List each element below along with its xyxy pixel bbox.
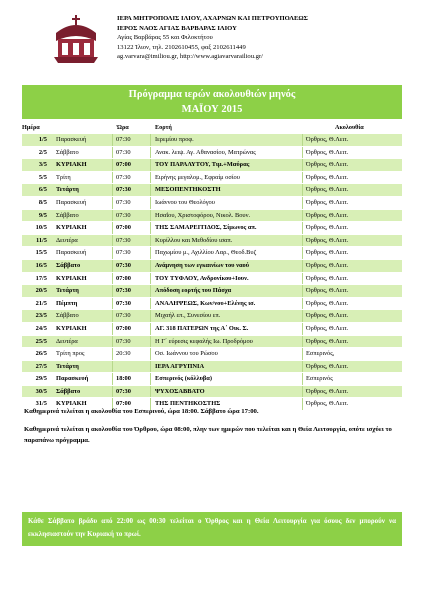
row-service: Όρθρος, Θ.Λειτ.: [306, 287, 349, 295]
row-feast: ΤΗΣ ΣΑΜΑΡΕΙΤΙΔΟΣ, Σίμωνος απ.: [155, 224, 257, 232]
column-divider: [302, 361, 303, 373]
row-date: 16/5: [35, 261, 47, 269]
row-service: Όρθρος, Θ.Λειτ.: [306, 299, 349, 307]
row-feast: ΤΗΣ ΠΕΝΤΗΚΟΣΤΗΣ: [155, 400, 221, 408]
table-row: [22, 159, 402, 172]
row-day: ΚΥΡΙΑΚΗ: [56, 161, 87, 169]
header: [0, 0, 424, 80]
row-feast: Παχωμίου μ., Αχιλλίου Λαρ., Θεοδ.Βυζ: [155, 249, 257, 257]
column-divider: [302, 134, 303, 146]
column-divider: [150, 159, 151, 171]
row-date: 23/5: [35, 312, 47, 320]
row-time: 07:00: [116, 274, 131, 282]
row-date: 21/5: [35, 299, 47, 307]
row-service: Όρθρος, Θ.Λειτ.: [306, 148, 349, 156]
row-time: 07:30: [116, 387, 131, 395]
row-day: ΚΥΡΙΑΚΗ: [56, 274, 87, 282]
row-time: 07:00: [116, 224, 131, 232]
table-row: [22, 386, 402, 399]
row-feast: Ανακ. λειψ. Αγ. Αθανασίου, Ματρώνας: [155, 148, 256, 156]
column-divider: [150, 310, 151, 322]
row-day: Πέμπτη: [56, 299, 78, 307]
row-service: Όρθρος, Θ.Λειτ.: [306, 274, 349, 282]
row-date: 3/5: [38, 161, 47, 169]
column-divider: [302, 386, 303, 398]
column-divider: [150, 361, 151, 373]
column-divider: [112, 285, 113, 297]
column-header-feast: Εορτή: [155, 124, 172, 131]
row-service: Όρθρος, Θ.Λειτ.: [306, 362, 349, 370]
row-service: Όρθρος, Θ.Λειτ.: [306, 249, 349, 257]
row-service: Όρθρος, Θ.Λειτ.: [306, 198, 349, 206]
row-day: Σάββατο: [56, 211, 79, 219]
row-feast: ΑΓ. 318 ΠΑΤΕΡΩΝ της Α΄ Οικ. Σ.: [155, 324, 249, 332]
table-row: [22, 336, 402, 349]
column-divider: [302, 147, 303, 159]
column-header-date: Ημέρα: [22, 124, 40, 131]
row-day: Τετάρτη: [56, 186, 79, 194]
row-time: 07:30: [116, 261, 131, 269]
column-divider: [302, 348, 303, 360]
title-line1: Πρόγραμμα ιερών ακολουθιών μηνός: [128, 89, 296, 100]
row-feast: ΑΝΑΛΗΨΕΩΣ, Κων/νου+Ελένης ισ.: [155, 299, 256, 307]
table-row: [22, 147, 402, 160]
row-time: 07:30: [116, 249, 131, 257]
table-row: [22, 235, 402, 248]
row-day: Τετάρτη: [56, 362, 79, 370]
table-row: [22, 273, 402, 286]
row-service: Όρθρος, Θ.Λειτ.: [306, 337, 349, 345]
column-divider: [150, 247, 151, 259]
row-time: 07:30: [116, 211, 131, 219]
column-divider: [112, 210, 113, 222]
table-row: [22, 197, 402, 210]
row-service: Όρθρος, Θ.Λειτ.: [306, 261, 349, 269]
row-time: 07:30: [116, 337, 131, 345]
row-feast: ΤΟΥ ΤΥΦΛΟΥ, Ανδρονίκου+Ιουν.: [155, 274, 249, 282]
row-day: Τρίτη: [56, 173, 71, 181]
column-divider: [150, 235, 151, 247]
column-divider: [150, 172, 151, 184]
column-divider: [112, 361, 113, 373]
row-service: Όρθρος, Θ.Λειτ.: [306, 186, 349, 194]
column-divider: [112, 222, 113, 234]
column-divider: [302, 184, 303, 196]
table-row: [22, 348, 402, 361]
row-date: 6/5: [38, 186, 47, 194]
column-divider: [112, 134, 113, 146]
schedule-table: [22, 134, 402, 411]
row-time: 07:30: [116, 236, 131, 244]
row-time: 07:00: [116, 161, 131, 169]
column-divider: [302, 298, 303, 310]
table-row: [22, 298, 402, 311]
table-row: [22, 285, 402, 298]
row-time: 07:00: [116, 324, 131, 332]
row-service: Όρθρος, Θ.Λειτ.: [306, 136, 349, 143]
table-row: [22, 210, 402, 223]
row-feast: ΤΟΥ ΠΑΡΑΛΥΤΟΥ, Τιμ.+Μαύρας: [155, 161, 250, 169]
column-divider: [112, 172, 113, 184]
row-day: ΚΥΡΙΑΚΗ: [56, 224, 87, 232]
row-feast: Εσπερινός (κόλλυβα): [155, 375, 212, 383]
column-header-service: Ακολουθία: [335, 124, 364, 131]
row-date: 11/5: [35, 236, 47, 244]
row-day: Σάββατο: [56, 387, 81, 395]
column-divider: [302, 159, 303, 171]
row-feast: Ανάμνηση των εγκαινίων του ναού: [155, 261, 250, 269]
row-day: Σάββατο: [56, 261, 81, 269]
column-divider: [302, 235, 303, 247]
header-text: [117, 14, 417, 62]
column-divider: [150, 373, 151, 385]
table-row: [22, 310, 402, 323]
column-divider: [150, 273, 151, 285]
table-row: [22, 172, 402, 185]
column-divider: [150, 134, 151, 146]
column-divider: [150, 285, 151, 297]
row-date: 20/5: [35, 287, 47, 295]
column-divider: [302, 336, 303, 348]
header-line2: ΙΕΡΟΣ ΝΑΟΣ ΑΓΙΑΣ ΒΑΡΒΑΡΑΣ ΙΛΙΟΥ: [117, 24, 237, 32]
row-time: 18:00: [116, 375, 131, 383]
column-divider: [150, 222, 151, 234]
column-divider: [302, 260, 303, 272]
row-feast: Η Γ΄ εύρεσις κεφαλής Ιω. Προδρόμου: [155, 337, 253, 345]
row-service: Όρθρος, Θ.Λειτ.: [306, 236, 349, 244]
column-divider: [302, 273, 303, 285]
row-time: 07:30: [116, 148, 131, 156]
row-service: Όρθρος, Θ.Λειτ.: [306, 173, 349, 181]
row-date: 1/5: [38, 136, 47, 143]
row-time: 20:30: [116, 350, 131, 358]
row-date: 30/5: [35, 387, 47, 395]
table-row: [22, 260, 402, 273]
note-matins: Καθημερινά τελείται η ακολουθία του Όρθρου, ώρα 08:00, πλην των ημερών που τελείται και η Θεία Λειτουργία, οπότε ισχύει το παραπάνω πρόγραμμα.: [24, 426, 392, 444]
column-divider: [150, 260, 151, 272]
column-divider: [112, 386, 113, 398]
row-date: 26/5: [35, 350, 47, 358]
column-divider: [150, 197, 151, 209]
note-vespers: Καθημερινά τελείται η ακολουθία του Εσπερινού, ώρα 18:00. Σάββατο ώρα 17:00.: [24, 408, 259, 415]
row-day: Δευτέρα: [56, 236, 78, 244]
column-divider: [302, 323, 303, 335]
row-day: Παρασκευή: [56, 375, 89, 383]
table-row: [22, 222, 402, 235]
row-feast: ΙΕΡΑ ΑΓΡΥΠΝΙΑ: [155, 362, 205, 370]
column-divider: [112, 323, 113, 335]
row-date: 8/5: [38, 198, 47, 206]
row-date: 29/5: [35, 375, 47, 383]
row-day: Παρασκευή: [56, 198, 87, 206]
column-divider: [112, 159, 113, 171]
row-feast: Μιχαήλ επ., Συνεσίου επ.: [155, 312, 221, 320]
header-line1: ΙΕΡΑ ΜΗΤΡΟΠΟΛΙΣ ΙΛΙΟΥ, ΑΧΑΡΝΩΝ ΚΑΙ ΠΕΤΡΟΥΠΟΛΕΩΣ: [117, 15, 308, 22]
column-divider: [112, 348, 113, 360]
row-date: 9/5: [38, 211, 47, 219]
row-time: 07:30: [116, 299, 131, 307]
row-date: 10/5: [35, 224, 47, 232]
column-divider: [150, 298, 151, 310]
row-service: Όρθρος, Θ.Λειτ.: [306, 211, 349, 219]
table-row: [22, 361, 402, 374]
column-divider: [112, 235, 113, 247]
column-divider: [112, 298, 113, 310]
row-day: Τετάρτη: [56, 287, 79, 295]
row-time: 07:30: [116, 198, 131, 206]
row-service: Όρθρος, Θ.Λειτ.: [306, 400, 349, 408]
row-service: Εσπερινός: [306, 375, 333, 383]
row-feast: Ιερεμίου προφ.: [155, 136, 194, 143]
row-service: Όρθρος, Θ.Λειτ.: [306, 387, 349, 395]
column-divider: [150, 336, 151, 348]
church-emblem-icon: [50, 13, 102, 67]
column-divider: [112, 197, 113, 209]
column-divider: [112, 184, 113, 196]
row-day: Παρασκευή: [56, 249, 87, 257]
table-row: [22, 247, 402, 260]
row-date: 25/5: [35, 337, 47, 345]
column-divider: [302, 373, 303, 385]
column-divider: [302, 172, 303, 184]
row-day: Τρίτη προς: [56, 350, 85, 358]
column-divider: [150, 184, 151, 196]
title-box: [22, 85, 402, 119]
column-divider: [302, 310, 303, 322]
row-time: 07:30: [116, 287, 131, 295]
row-feast: Ιωάννου του Θεολόγου: [155, 198, 215, 206]
column-divider: [150, 210, 151, 222]
row-date: 2/5: [38, 148, 47, 156]
row-day: Δευτέρα: [56, 337, 78, 345]
column-divider: [112, 336, 113, 348]
column-divider: [150, 323, 151, 335]
row-feast: Οσ. Ιωάννου του Ρώσου: [155, 350, 218, 358]
row-feast: ΨΥΧΟΣΑΒΒΑΤΟ: [155, 387, 205, 395]
column-divider: [150, 147, 151, 159]
row-day: ΚΥΡΙΑΚΗ: [56, 324, 87, 332]
row-day: ΚΥΡΙΑΚΗ: [56, 400, 87, 408]
header-line4: 13122 Ίλιον, τηλ. 2102610455, φαξ 2102611449: [117, 43, 246, 51]
column-divider: [150, 348, 151, 360]
column-divider: [302, 210, 303, 222]
row-time: 07:30: [116, 312, 131, 320]
column-header-time: Ώρα: [117, 124, 129, 131]
table-row: [22, 134, 402, 147]
row-feast: Κυρίλλου και Μεθοδίου ισαπ.: [155, 236, 233, 244]
column-divider: [112, 260, 113, 272]
header-line3: Αγίας Βαρβάρας 55 και Φιλοκτήτου: [117, 34, 213, 42]
row-feast: ΜΕΣΟΠΕΝΤΗΚΟΣΤΗ: [155, 186, 221, 194]
row-day: Παρασκευή: [56, 136, 87, 143]
row-date: 15/5: [35, 249, 47, 257]
row-time: 07:30: [116, 173, 131, 181]
row-service: Όρθρος, Θ.Λειτ.: [306, 324, 349, 332]
row-date: 24/5: [35, 324, 47, 332]
column-divider: [112, 247, 113, 259]
row-service: Εσπερινός,: [306, 350, 335, 358]
column-divider: [302, 285, 303, 297]
row-service: Όρθρος, Θ.Λειτ.: [306, 224, 349, 232]
table-row: [22, 323, 402, 336]
row-day: Σάββατο: [56, 148, 79, 156]
row-day: Σάββατο: [56, 312, 79, 320]
row-feast: Ειρήνης μεγαλομ., Εφραίμ οσίου: [155, 173, 240, 181]
title-line2: ΜΑΪΟΥ 2015: [181, 104, 243, 115]
saturday-vigil-note: Κάθε Σάββατο βράδυ από 22:00 ως 00:30 τελείται ο Όρθρος και η Θεία Λειτουργία για όσους δεν μπορούν να εκκλησιαστούν την Κυριακή το πρωί.: [22, 512, 402, 546]
column-divider: [302, 247, 303, 259]
row-date: 31/5: [35, 400, 47, 408]
row-date: 17/5: [35, 274, 47, 282]
row-time: 07:00: [116, 400, 131, 408]
row-feast: Ησαΐου, Χριστοφόρου, Νικολ. Βουν.: [155, 211, 251, 219]
row-date: 27/5: [35, 362, 47, 370]
table-row: [22, 373, 402, 386]
row-service: Όρθρος, Θ.Λειτ.: [306, 312, 349, 320]
table-row: [22, 184, 402, 197]
row-time: 07:30: [116, 136, 131, 143]
column-divider: [302, 222, 303, 234]
column-divider: [112, 147, 113, 159]
row-feast: Απόδοση εορτής του Πάσχα: [155, 287, 232, 295]
column-divider: [112, 310, 113, 322]
header-line5: ag.varvara@imiliou.gr, http://www.agiavarvarailiou.gr/: [117, 53, 264, 61]
row-time: 07:30: [116, 186, 131, 194]
column-divider: [302, 197, 303, 209]
row-date: 5/5: [38, 173, 47, 181]
column-divider: [112, 373, 113, 385]
row-service: Όρθρος, Θ.Λειτ.: [306, 161, 349, 169]
column-divider: [112, 273, 113, 285]
column-divider: [150, 386, 151, 398]
